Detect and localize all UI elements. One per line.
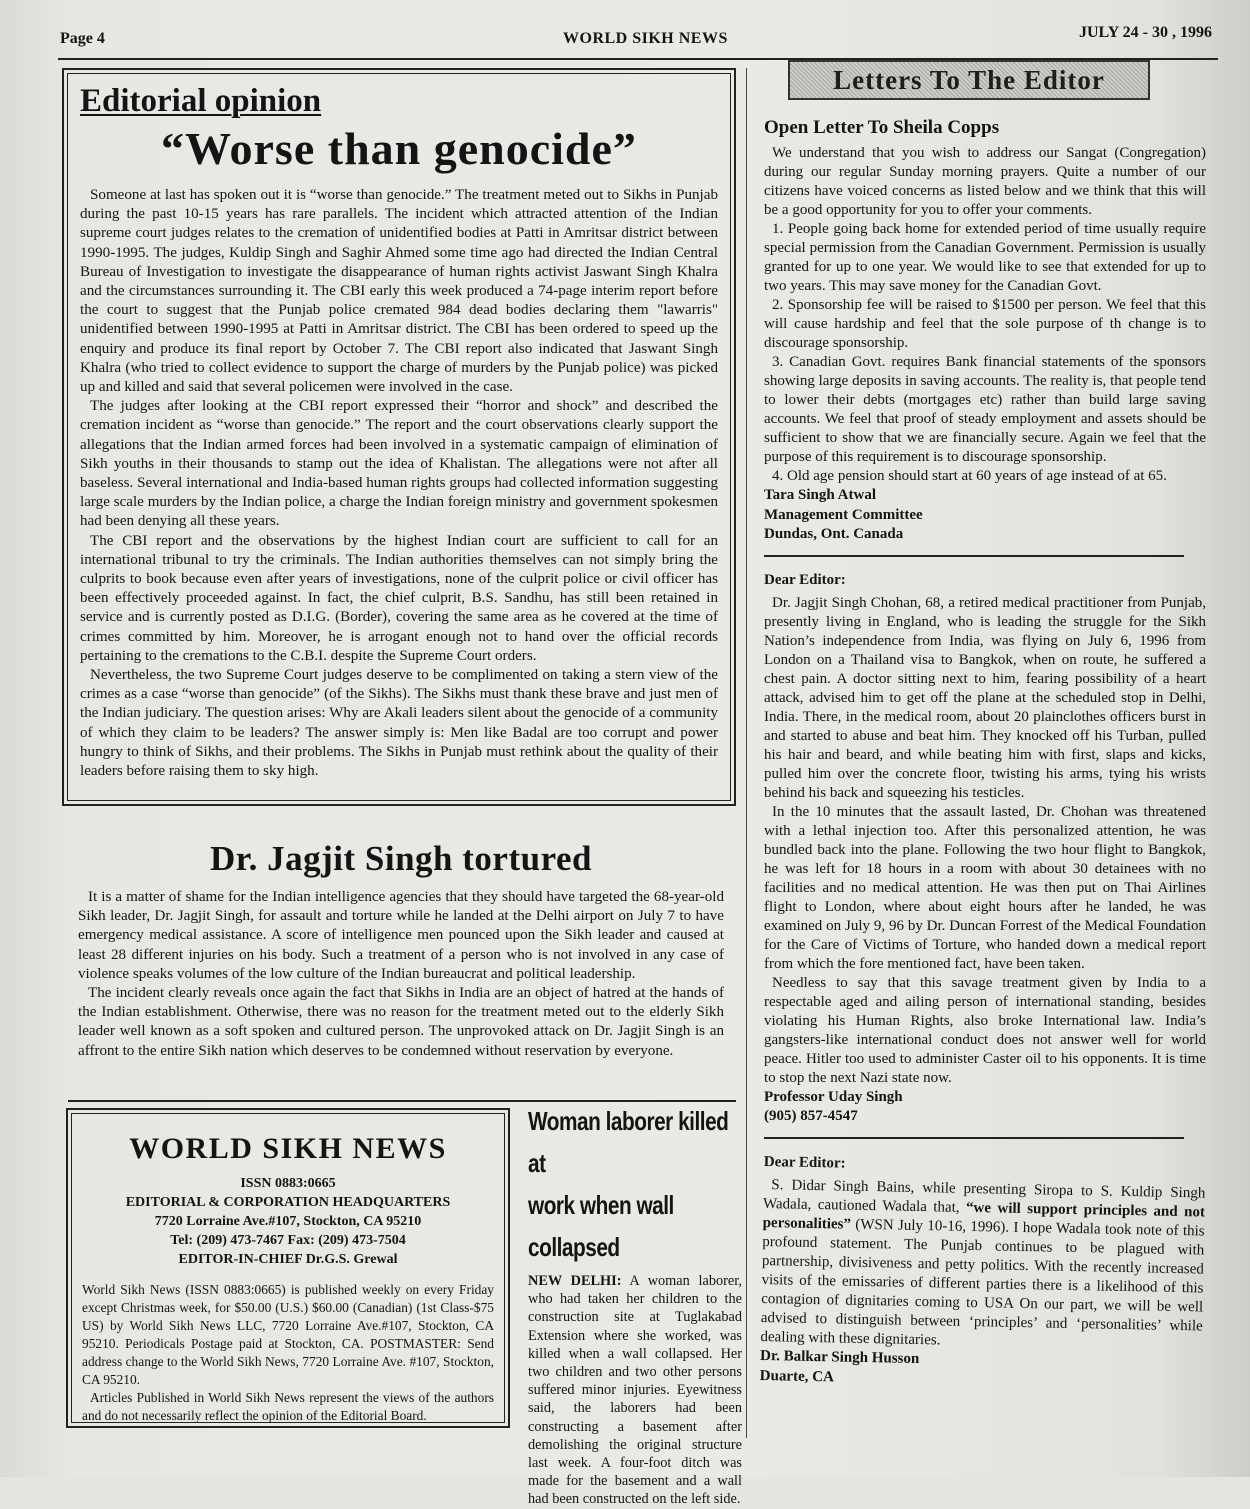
disclaimer-text: Articles Published in World Sikh News represent the views of the authors and do not necessarily reflect the opinion of the Editorial Board.	[82, 1390, 494, 1423]
editor-in-chief: EDITOR-IN-CHIEF Dr.G.S. Grewal	[178, 1252, 398, 1267]
letter-3-quote: “we will support principles and not personalities”	[762, 1199, 1206, 1233]
issn: ISSN 0883:0665	[240, 1176, 336, 1191]
editorial-paragraph: The CBI report and the observations by the highest Indian court are sufficient to call for an international tribunal to try the criminals. The Indian authorities themselves can not simply bring the culprits to book because even after years of investigations, none of the culprit police or civil officer has been effectively proceeded against. In fact, the chief culprit, B.S. Sandhu, has still been retained in service and is currently posted as D.I.G. (Border), covering the same area as he covered at the time of crimes committed by him. Moreover, he is arrogant enough not to hand over the official records pertaining to the cremations to the C.B.I. despite the Supreme Court orders.	[80, 532, 718, 664]
letter-3-signature-place: Duarte, CA	[759, 1366, 835, 1385]
letter-1-body	[764, 144, 1206, 486]
headquarters-label: EDITORIAL & CORPORATION HEADQUARTERS	[125, 1195, 451, 1210]
letter-2-body	[764, 594, 1206, 1088]
letter-paragraph: In the 10 minutes that the assault lasted, Dr. Chohan was threatened with a lethal injection too. After this personalized attention, he was bundled back into the plane. Following the two hour flight to Bangkok, he was left for 18 hours in a room with about 30 detainees with no facilities and no medical attention. He was then put on Thai Airlines flight to London, where about eight hours after he landed, he was examined on July 9, 96 by Dr. Duncan Forrest of the Medical Foundation for the Care of Victims of Torture, who handed down a medical report from which the fore mentioned fact, have been taken.	[764, 803, 1206, 972]
letter-1-signature-place: Dundas, Ont. Canada	[764, 526, 904, 542]
woman-headline-line-2: work when wall collapsed	[528, 1190, 674, 1262]
tortured-headline: Dr. Jagjit Singh tortured	[210, 839, 592, 878]
editorial-paragraph: Nevertheless, the two Supreme Court judges deserve to be complimented on taking a stern view of the crimes as a case “worse than genocide” (of the Sikhs). The Sikhs must thank these brave and just men of the Indian judiciary. The question arises: Why are Akali leaders silent about the genocide of a community of which they claim to be leaders? The answer simply is: Men like Badal are too corrupt and power hungry to think of Sikhs, and their problems. The Sikhs in Punjab must rethink about the quality of their leaders before raising them to sky high.	[80, 667, 718, 780]
woman-body-text: A woman laborer, who had taken her children to the construction site at Tuglakabad Extension where she worked, was killed when a wall collapsed. Her two children and two other persons suffered minor injuries. Eyewitness said, the laborers had been constructing a basement after demolishing the original structure last week. A four-foot ditch was made for the basement and a wall had been constructed on the left side.	[528, 1273, 742, 1508]
editorial-box	[62, 68, 736, 806]
tortured-article	[78, 838, 724, 1061]
letter-separator	[764, 555, 1184, 557]
page-number: Page 4	[60, 30, 105, 47]
letter-paragraph: Dr. Jagjit Singh Chohan, 68, a retired medical practitioner from Punjab, presently living in England, who is leading the struggle for the Sikh Nation’s independence from India, was flying on July 6, 1996 from London on a Thailand visa to Bangkok, when on route, he suffered a chest pain. A doctor sitting next to him, fearing possibility of a heart attack, advised him to get off the plane at the scheduled stop in Delhi, India. There, in the medical room, about 20 plainclothes officers burst in and started to abuse and beat him. They knocked off his Turban, pulled his hair and beard, and while beating him with first, slaps and kicks, pulled him over the concrete floor, twisting his arms, tying his wrists behind his back and squeezing his testicles.	[764, 594, 1206, 801]
publication-notice	[82, 1281, 494, 1425]
notice-text: World Sikh News (ISSN 0883:0665) is published weekly on every Friday except Christmas week, for $50.00 (U.S.) $60.00 (Canadian) (1st Class-$75 US) by World Sikh News LLC, 7720 Lorraine Ave.#107, Stockton, CA 95210. Periodicals Postage paid at Stockton, CA. POSTMASTER: Send address change to the World Sikh News, 7720 Lorraine Ave. #107, Stockton, CA 95210.	[82, 1282, 494, 1387]
letter-3	[760, 1153, 1206, 1394]
editorial-paragraph: The judges after looking at the CBI report expressed their “horror and shock” and described the cremation incident as “worse than genocide.” The report and the court observations clearly support the allegations that the Indian armed forces had been involved in a systematic campaign of elimination of Sikh youths in their thousands to stamp out the idea of Khalistan. The allegations were not after all baseless. Several international and India-based human rights groups had collected information suggesting large scale murders by the Indian police, a charge the Indian foreign ministry and government spokesmen had been denying all these years.	[80, 398, 718, 530]
tortured-body	[78, 888, 724, 1061]
column-rule	[746, 68, 747, 1438]
editorial-kicker: Editorial opinion	[80, 83, 322, 119]
letter-2-signature-phone: (905) 857-4547	[764, 1108, 858, 1124]
woman-headline-line-1: Woman laborer killed at	[528, 1106, 729, 1178]
letter-2-salutation: Dear Editor:	[764, 571, 846, 588]
letters-banner	[788, 60, 1150, 100]
editorial-headline: “Worse than genocide”	[161, 123, 637, 174]
letter-1-signature-role: Management Committee	[764, 506, 923, 523]
address: 7720 Lorraine Ave.#107, Stockton, CA 95210	[154, 1214, 422, 1229]
woman-laborer-article	[528, 1100, 742, 1509]
letter-paragraph: Needless to say that this savage treatment given by India to a respectable aged and ailing person of international standing, besides violating his Human Rights, also broke International law. India’s gangsters-like international conduct does not answer well for world peace. Hitler too used to administer Caster oil to his opponents. It is time to stop the next Nazi state now.	[764, 974, 1206, 1086]
letter-3-signature-name: Dr. Balkar Singh Husson	[759, 1347, 920, 1367]
editorial-body	[80, 186, 718, 781]
dateline: NEW DELHI:	[528, 1273, 622, 1289]
letter-3-salutation: Dear Editor:	[763, 1153, 846, 1172]
letter-separator	[764, 1137, 1184, 1139]
letter-paragraph: 4. Old age pension should start at 60 years of age instead of at 65.	[772, 468, 1167, 484]
masthead	[60, 24, 1212, 54]
publication-title: WORLD SIKH NEWS	[129, 1132, 447, 1165]
letter-3-intro: S. Didar Singh Bains, while presenting Siropa to S. Kuldip Singh Wadala, cautioned Wadala that,	[762, 1176, 1206, 1216]
letter-3-rest: (WSN July 10-16, 1996). I hope Wadala took note of this profound statement. The Punjab continues to be plagued with partnership, divisiveness and petty politics. With the recently increased visits of the emissaries of different parties there is a likelihood of this contagion of dignitaries coming to USA On our part, we will be well advised to distinguish between ‘principles’ and ‘personalities’ while dealing with these dignitaries.	[760, 1216, 1205, 1348]
publication-info-box	[66, 1108, 510, 1428]
tortured-paragraph: The incident clearly reveals once again the fact that Sikhs in India are an object of hatred at the hands of the Indian establishment. Otherwise, there was no reason for the treatment meted out to the elderly Sikh leader well known as a soft spoken and cultured person. The unprovoked attack on Dr. Jagjit Singh is an affront to the entire Sikh nation which deserves to be condemned without reservation by everyone.	[78, 985, 724, 1059]
issue-date: JULY 24 - 30 , 1996	[1078, 24, 1212, 41]
letters-banner-text: Letters To The Editor	[833, 64, 1105, 95]
letter-1-title: Open Letter To Sheila Copps	[764, 117, 1000, 138]
letter-paragraph: We understand that you wish to address our Sangat (Congregation) during our regular Sunday morning prayers. Quite a number of our citizens have voiced concerns as listed below and we think that this will be a good opportunity for you to offer your comments.	[764, 145, 1206, 218]
letter-paragraph: 1. People going back home for extended period of time usually require special permission from the Canadian Government. Permission is usually granted for up to one year. We would like to see that extended for up to two years. This may save money for the Canadian Govt.	[764, 221, 1206, 294]
letters-column	[759, 60, 1206, 1386]
phone-fax: Tel: (209) 473-7467 Fax: (209) 473-7504	[170, 1233, 406, 1248]
letter-paragraph: 3. Canadian Govt. requires Bank financial statements of the sponsors showing large deposits in saving accounts. The reality is, that people tend to lower their debts (mortgages etc) rather than build large saving accounts. We feel that proof of steady employment and assets should be sufficient to show that we are financially secure. Again we feel that the purpose of this requirement is to discourage sponsorship.	[764, 354, 1206, 465]
letter-1-signature-name: Tara Singh Atwal	[764, 487, 876, 503]
editorial-paragraph: Someone at last has spoken out it is “worse than genocide.” The treatment meted out to Sikhs in Punjab during the past 10-15 years has rare parallels. The incident which attracted attention of the Indian supreme court judges relates to the cremation of unidentified bodies at Patti in Amritsar district between 1990-1995. The judges, Kuldip Singh and Saghir Ahmed some time ago had directed the Indian Central Bureau of Investigation to investigate the disappearance of human rights activist Jaswant Singh Khalra and the circumstances surrounding it. The CBI early this week produced a 74-page interim report before the court to suggest that the Punjab police cremated 984 dead bodies declaring them "lawarris" unidentified between 1990-1995 at Patti in Amritsar district. The CBI has been ordered to speed up the enquiry and produce its final report by October 7. The CBI report also indicated that Jaswant Singh Khalra (who tried to collect evidence to support the charge of murders by the Punjab police) was picked up and killed and said that several policemen were involved in the case.	[80, 187, 718, 396]
tortured-paragraph: It is a matter of shame for the Indian intelligence agencies that they should have targeted the 68-year-old Sikh leader, Dr. Jagjit Singh, for assault and torture while he landed at the Delhi airport on July 7 to have emergency medical assistance. A score of intelligence men pounced upon the Sikh leader and caused at least 28 different injuries on his body. Such a treatment of a person who is not involved in any case of violence speaks volumes of the low culture of the Indian bureaucrat and political leadership.	[78, 889, 724, 982]
letter-2-signature-name: Professor Uday Singh	[764, 1088, 903, 1105]
letter-3-body	[760, 1175, 1205, 1354]
paper-name: WORLD SIKH NEWS	[563, 30, 728, 47]
letter-paragraph: 2. Sponsorship fee will be raised to $1500 per person. We feel that this will cause hardship and feel that the sole purpose of th change is to discourage sponsorship.	[764, 297, 1206, 351]
woman-body	[528, 1272, 742, 1509]
